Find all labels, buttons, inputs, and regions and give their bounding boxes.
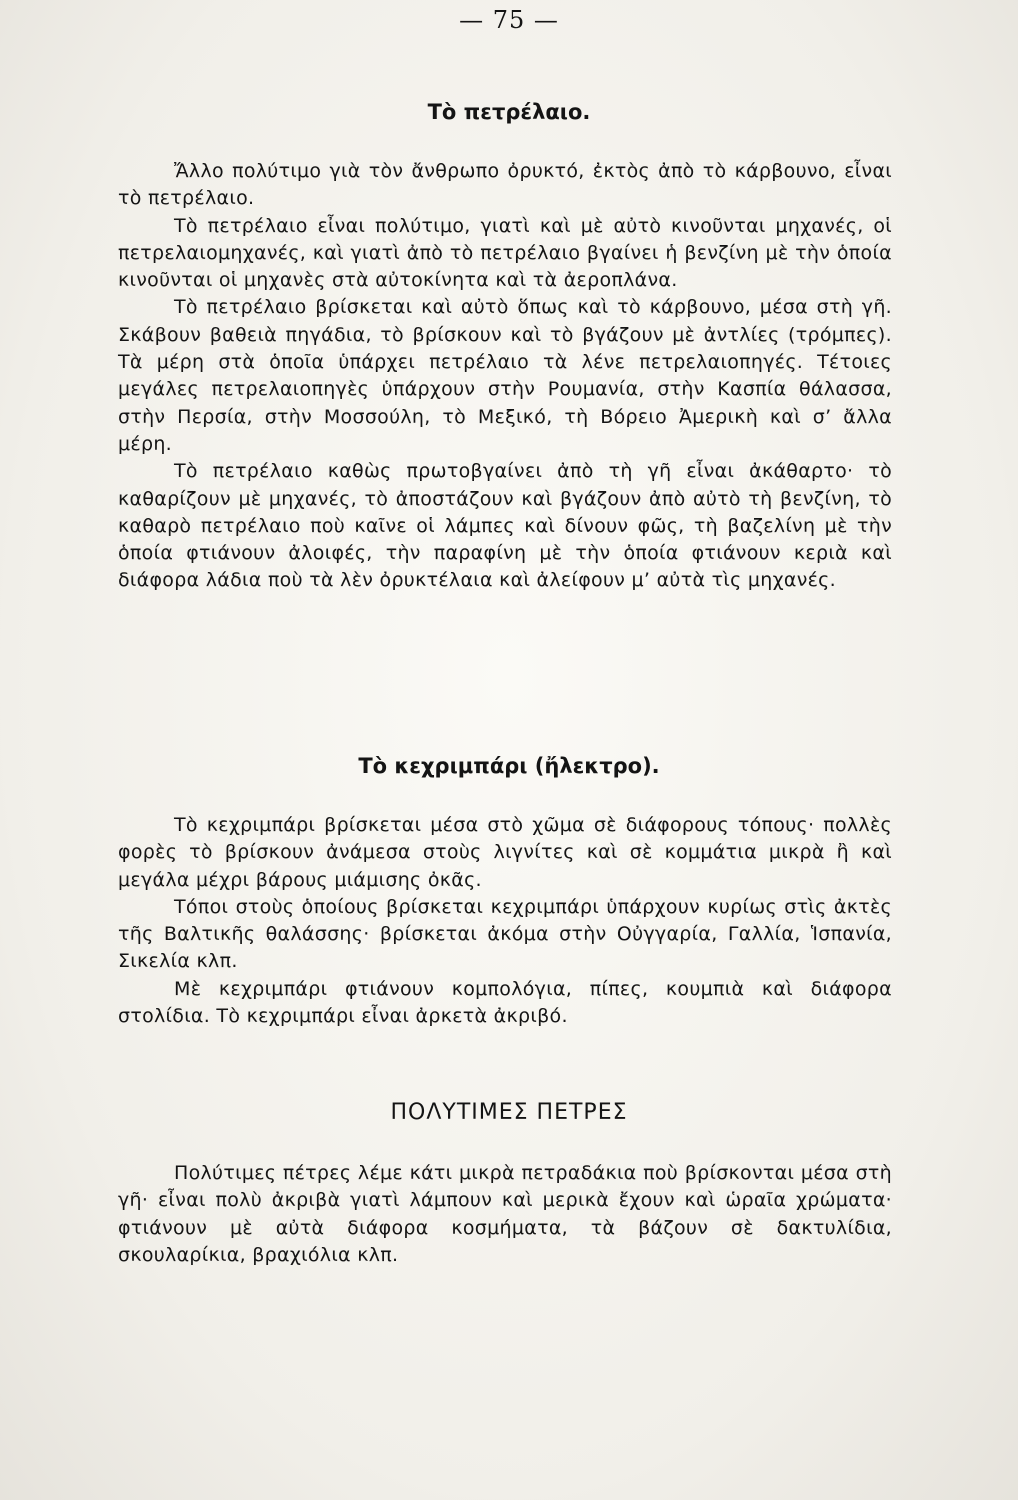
paragraph: Μὲ κεχριμπάρι φτιάνουν κομπολόγια, πίπες, κουμπιὰ καὶ διάφορα στολίδια. Τὸ κεχριμπάρι εἶναι ἀρκετὰ ἀκριβό.: [118, 977, 892, 1028]
section-amber: [118, 812, 892, 1030]
section-title-amber: Τὸ κεχριμπάρι (ἤλεκτρο).: [358, 754, 660, 778]
paragraph: Τόποι στοὺς ὁποίους βρίσκεται κεχριμπάρι ὑπάρχουν κυρίως στὶς ἀκτὲς τῆς Βαλτικῆς θαλάσσης· βρίσκεται ἀκόμα στὴν Οὐγγαρία, Γαλλία, Ἱσπανία, Σικελία κλπ.: [118, 895, 892, 973]
paragraph: Τὸ κεχριμπάρι βρίσκεται μέσα στὸ χῶμα σὲ διάφορους τόπους· πολλὲς φορὲς τὸ βρίσκουν ἀνάμεσα στοὺς λιγνίτες καὶ σὲ κομμάτια μικρὰ ἢ καὶ μεγάλα μέχρι βάρους μιάμισης ὀκᾶς.: [118, 814, 892, 891]
section-petroleum: [118, 158, 892, 595]
section-precious-stones: [118, 1160, 892, 1269]
paragraph: Ἄλλο πολύτιμο γιὰ τὸν ἄνθρωπο ὀρυκτό, ἐκτὸς ἀπὸ τὸ κάρβουνο, εἶναι τὸ πετρέλαιο.: [118, 160, 892, 210]
paragraph: Πολύτιμες πέτρες λέμε κάτι μικρὰ πετραδάκια ποὺ βρίσκονται μέσα στὴ γῆ· εἶναι πολὺ ἀκριβὰ γιατὶ λάμπουν καὶ μερικὰ ἔχουν καὶ ὡραῖα χρώματα· φτιάνουν μὲ αὐτὰ διάφορα κοσμήματα, τὰ βάζουν σὲ δακτυλίδια, σκουλαρίκια, βραχιόλια κλπ.: [118, 1162, 892, 1266]
paragraph: Τὸ πετρέλαιο βρίσκεται καὶ αὐτὸ ὅπως καὶ τὸ κάρβουνο, μέσα στὴ γῆ. Σκάβουν βαθειὰ πηγάδια, τὸ βρίσκουν καὶ τὸ βγάζουν μὲ ἀντλίες (τρόμπες). Τὰ μέρη στὰ ὁποῖα ὑπάρχει πετρέλαιο τὰ λένε πετρελαιοπηγές. Τέτοιες μεγάλες πετρελαιοπηγὲς ὑπάρχουν στὴν Ρουμανία, στὴν Κασπία θάλασσα, στὴν Περσία, στὴν Μοσσούλη, τὸ Μεξικό, τὴ Βόρειο Ἀμερικὴ καὶ σ’ ἄλλα μέρη.: [118, 296, 892, 455]
page-number: — 75 —: [459, 6, 559, 34]
section-title-precious-stones: ΠΟΛΥΤΙΜΕΣ ΠΕΤΡΕΣ: [390, 1100, 628, 1125]
paragraph: Τὸ πετρέλαιο εἶναι πολύτιμο, γιατὶ καὶ μὲ αὐτὸ κινοῦνται μηχανές, οἱ πετρελαιομηχανές, καὶ γιατὶ ἀπὸ τὸ πετρέλαιο βγαίνει ἡ βενζίνη μὲ τὴν ὁποία κινοῦνται οἱ μηχανὲς στὰ αὐτοκίνητα καὶ τὰ ἀεροπλάνα.: [118, 214, 892, 292]
section-title-petroleum: Τὸ πετρέλαιο.: [427, 100, 591, 124]
paragraph: Τὸ πετρέλαιο καθὼς πρωτοβγαίνει ἀπὸ τὴ γῆ εἶναι ἀκάθαρτο· τὸ καθαρίζουν μὲ μηχανές, τὸ ἀποστάζουν καὶ βγάζουν ἀπὸ αὐτὸ τὴ βενζίνη, τὸ καθαρὸ πετρέλαιο ποὺ καῖνε οἱ λάμπες καὶ δίνουν φῶς, τὴ βαζελίνη μὲ τὴν ὁποία φτιάνουν ἀλοιφές, τὴν παραφίνη μὲ τὴν ὁποία φτιάνουν κεριὰ καὶ διάφορα λάδια ποὺ τὰ λὲν ὀρυκτέλαια καὶ ἀλείφουν μ’ αὐτὰ τὶς μηχανές.: [118, 460, 892, 592]
